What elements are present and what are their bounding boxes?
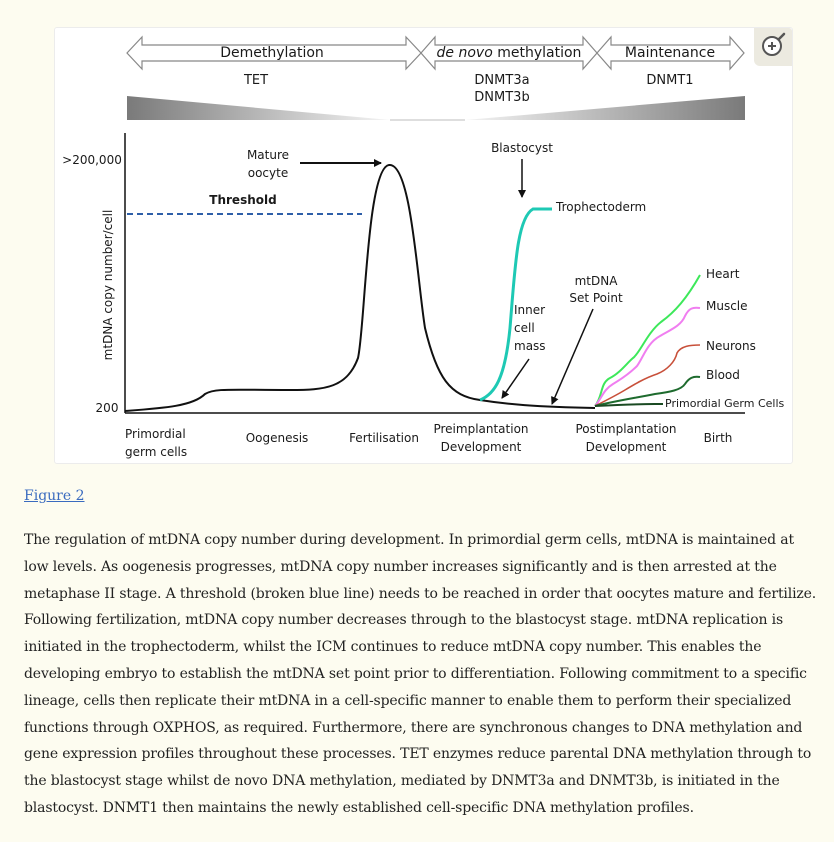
tet-label: TET (243, 73, 269, 88)
dnmt3a-label: DNMT3a (474, 73, 530, 88)
mtdna-diagram (55, 28, 792, 463)
y-axis-label: mtDNA copy number/cell (101, 209, 115, 361)
maintenance-label: Maintenance (624, 45, 716, 61)
inner-cell-mass-arrow (502, 359, 529, 398)
stage-preimplantation-1: Preimplantation (433, 422, 529, 436)
inner-cell-mass-label-2: cell (514, 321, 535, 335)
germ-cells-label: Primordial Germ Cells (665, 397, 785, 410)
mature-oocyte-label-1: Mature (246, 148, 290, 162)
muscle-label: Muscle (706, 299, 748, 313)
stage-preimplantation-2: Development (440, 440, 522, 454)
stage-primordial-2: germ cells (125, 445, 188, 459)
heart-label: Heart (706, 267, 740, 281)
set-point-arrow (552, 309, 593, 404)
figure-2-link[interactable]: Figure 2 (24, 488, 85, 504)
blood-label: Blood (706, 368, 740, 382)
copy-number-curve (125, 165, 595, 411)
stage-postimplantation-1: Postimplantation (575, 422, 677, 436)
stage-postimplantation-2: Development (585, 440, 667, 454)
y-tick-top: >200,000 (62, 153, 122, 167)
de-novo-methylation-label: de novo methylation (436, 45, 582, 61)
inner-cell-mass-label-1: Inner (514, 303, 546, 317)
inner-cell-mass-label-3: mass (514, 339, 546, 353)
zoom-button[interactable] (754, 28, 792, 66)
set-point-label-1: mtDNA (574, 274, 618, 288)
set-point-label-2: Set Point (569, 291, 623, 305)
threshold-label: Threshold (209, 193, 277, 207)
y-tick-bottom: 200 (95, 401, 119, 415)
neurons-label: Neurons (706, 339, 756, 353)
dnmt1-label: DNMT1 (646, 73, 694, 88)
methylation-decrease-wedge (127, 96, 390, 120)
figure-panel (54, 27, 793, 464)
stage-fertilisation: Fertilisation (349, 431, 419, 445)
trophectoderm-label: Trophectoderm (556, 200, 647, 214)
mature-oocyte-label-2: oocyte (247, 166, 289, 180)
muscle-curve (595, 308, 700, 406)
blastocyst-label: Blastocyst (491, 141, 553, 155)
stage-primordial-1: Primordial (125, 427, 186, 441)
zoom-in-icon (754, 28, 792, 66)
dnmt3b-label: DNMT3b (474, 90, 530, 105)
stage-oogenesis: Oogenesis (245, 431, 309, 445)
figure-caption: The regulation of mtDNA copy number during development. In primordial germ cells, mtDNA is maintained at low levels. As oogenesis progresses, mtDNA copy number increases significantly and is then arrested at the metaphase II stage. A threshold (broken blue line) needs to be reached in order that oocytes mature and fertilize. Following fertilization, mtDNA copy number decreases through to the blastocyst stage. mtDNA replication is initiated in the trophectoderm, whilst the ICM continues to reduce mtDNA copy number. This enables the developing embryo to establish the mtDNA set point prior to differentiation. Following commitment to a specific lineage, cells then replicate their mtDNA in a cell-specific manner to enable them to perform their specialized functions through OXPHOS, as required. Furthermore, there are synchronous changes to DNA methylation and gene expression profiles throughout these processes. TET enzymes reduce parental DNA methylation through to the blastocyst stage whilst de novo DNA methylation, mediated by DNMT3a and DNMT3b, is initiated in the blastocyst. DNMT1 then maintains the newly established cell-specific DNA methylation profiles. (24, 532, 817, 816)
demethylation-label: Demethylation (220, 45, 324, 61)
stage-birth: Birth (703, 431, 733, 445)
